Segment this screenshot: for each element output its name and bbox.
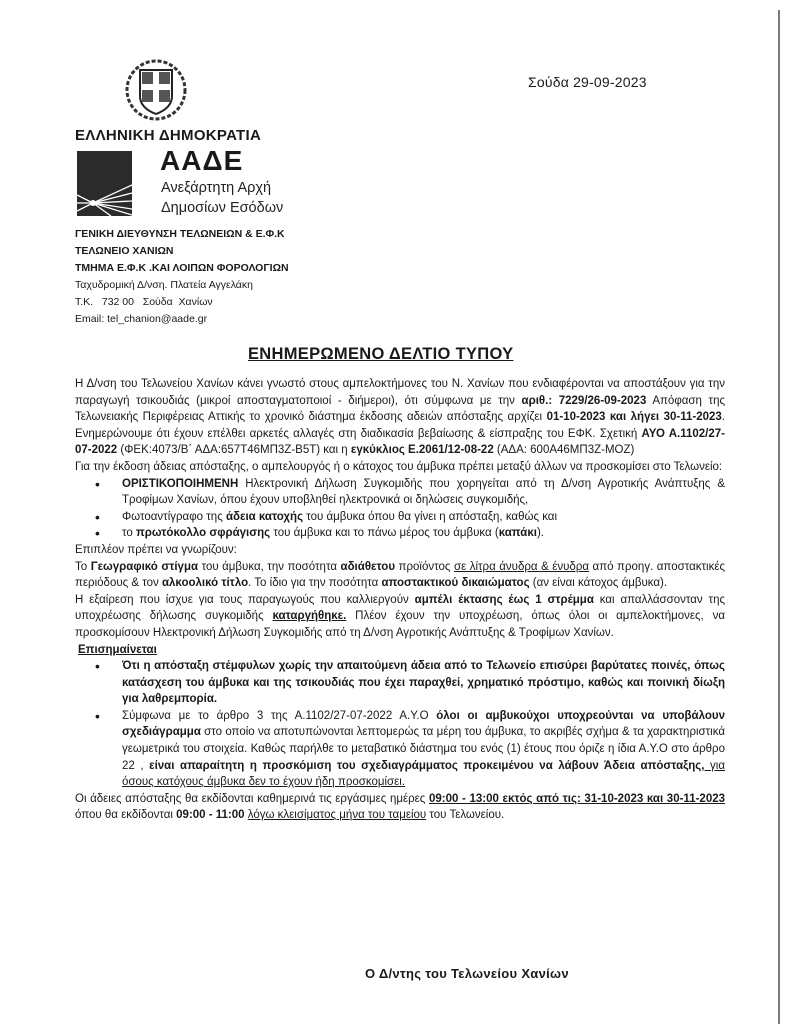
text: ). [536,527,544,540]
requirements-list [75,476,725,542]
bold-text: αλκοολικό τίτλο [161,577,249,590]
period-dates: 01-10-2023 και λήγει 30-11-2023 [546,411,722,424]
text: προϊόντος [395,560,454,573]
hours-paragraph [75,791,725,824]
bold-text: πρωτόκολλο σφράγισης [135,527,271,540]
bold-text: αδιάθετου [340,560,396,573]
exemption-paragraph [75,592,725,642]
sender-address-block [75,226,289,328]
bold-text: αμπέλι έκτασης έως 1 στρέμμα [414,593,594,606]
list-item [122,708,725,791]
greek-coat-of-arms-icon [122,58,190,122]
bold-underlined-text: καταργήθηκε. [272,610,347,623]
decision-number: αριθ.: 7229/26-09-2023 [521,394,647,407]
document-body [75,376,725,824]
text: Το [75,560,91,573]
document-title: ΕΝΗΜΕΡΩΜΕΝΟ ΔΕΛΤΙΟ ΤΥΠΟΥ [248,345,514,363]
list-item [122,658,725,708]
text: Πλέον έχουν την υποχρέωση, όπως όλοι οι αμπελοκτήμονες, να προσκομίσουν Ηλεκτρονική Δήλωση Συγκομιδής από τη Δ/νση Αγροτικής Ανάπτυξης & Τροφίμων Χανίων. [75,610,725,639]
text: του άμβυκα, την ποσότητα [198,560,341,573]
requirements-intro: Για την έκδοση άδειας απόσταξης, ο αμπελουργός ή ο κάτοχος του άμβυκα πρέπει μεταξύ άλλων να προσκομίσει στο Τελωνείο: [75,460,723,473]
text: . Το ίδιο για την ποσότητα [248,577,382,590]
text: Η εξαίρεση που ίσχυε για τους παραγωγούς που καλλιεργούν [75,593,415,606]
text: το [122,527,136,540]
text: του άμβυκα και το πάνω μέρος του άμβυκα ( [270,527,499,540]
postal-code-line: Τ.Κ. 732 00 Σούδα Χανίων [75,296,213,308]
underlined-text: σε λίτρα άνυδρα & ένυδρα [453,560,590,573]
directorate-line: ΓΕΝΙΚΗ ΔΙΕΥΘΥΝΣΗ ΤΕΛΩΝΕΙΩΝ & Ε.Φ.Κ [75,228,285,240]
aade-logo-icon [77,151,132,216]
bold-text: καπάκι [498,527,537,540]
geo-paragraph [75,559,725,592]
circular-reference: εγκύκλιος Ε.2061/12-08-22 [350,444,494,457]
text: Φωτοαντίγραφο της [122,510,226,523]
text: του άμβυκα όπου θα γίνει η απόσταξη, καθώς και [303,510,558,523]
bold-text: όλοι οι αμβυκούχοι υποχρεούνται να υποβάλουν σχεδιάγραμμα [122,709,725,739]
email-line[interactable]: Email: tel_chanion@aade.gr [75,313,208,325]
bold-text: Ότι η απόσταξη στέμφυλων χωρίς την απαιτούμενη άδεια από το Τελωνείο επισύρει βαρύτατες ποινές, όπως κατάσχεση του άμβυκα και της τσικουδιάς που έχει παραχθεί, χρηματικό πρόστιμο, καθώς και ποινική δίωξη για λαθρεμπορία. [122,660,725,706]
notice-heading: Επισημαίνεται [78,643,157,656]
text: στο οποίο να αποτυπώνονται λεπτομερώς τα μέρη του άμβυκα, το ακριβές σχήμα & τα χαρακτηριστικά γεωμετρικά του στοιχεία. Καθώς παρήλθε το μεταβατικό διάστημα του ενός (1) έτους που όριζε η ίδια Α.Υ.Ο στο άρθρο 22 , [122,726,725,772]
page-edge-line [778,10,780,1024]
aade-subtitle-line-2: Δημοσίων Εσόδων [161,200,284,216]
office-line: ΤΕΛΩΝΕΙΟ ΧΑΝΙΩΝ [75,245,174,257]
aade-subtitle-line-1: Ανεξάρτητη Αρχή [161,180,272,196]
text: Οι άδειες απόσταξης θα εκδίδονται καθημερινά τις εργάσιμες ημέρες [75,792,429,805]
text: (αν είναι κάτοχος άμβυκα). [529,577,668,590]
notice-list [75,658,725,791]
text: όπου θα εκδίδονται [75,809,177,822]
bold-text: Γεωγραφικό στίγμα [90,560,199,573]
text: (ΑΔΑ: 600Α46ΜΠ3Ζ-ΜΟΖ) [493,444,635,457]
text: Σύμφωνα με το άρθρο 3 της Α.1102/27-07-2022 Α.Υ.Ο [122,709,437,722]
text: και απαλλάσσονταν της υποχρέωσης δήλωσης συγκομιδής [75,593,726,623]
text: του Τελωνείου. [426,809,505,822]
ayo-reference: ΑΥΟ Α.1102/27-07-2022 [75,427,725,457]
bold-text: είναι απαραίτητη η προσκόμιση του σχεδιαγράμματος προκειμένου να λάβουν Άδεια απόσταξης, [149,759,705,772]
text: από προηγ. αποστακτικές περιόδους & τον [75,560,725,590]
bold-text: αποστακτικού δικαιώματος [381,577,530,590]
text: (ΦΕΚ:4073/Β΄ ΑΔΑ:657Τ46ΜΠ3Ζ-Β5Τ) και η [117,444,351,457]
bold-text: ΟΡΙΣΤΙΚΟΠΟΙΗΜΕΝΗ [122,477,239,490]
text: Απόφαση της Τελωνειακής Περιφέρειας Αττικής το χρονικό διάστημα έκδοσης αδειών απόσταξης αρχίζει [75,394,726,424]
aade-name: ΑΑΔΕ [160,145,244,176]
bold-text: άδεια κατοχής [225,510,304,523]
department-line: ΤΜΗΜΑ Ε.Φ.Κ .ΚΑΙ ΛΟΙΠΩΝ ΦΟΡΟΛΟΓΙΩΝ [75,262,289,274]
list-item [122,525,725,542]
bold-text: 09:00 - 11:00 [176,809,245,822]
text: Ηλεκτρονική Δήλωση Συγκομιδής που χορηγείται από τη Δ/νση Αγροτικής Ανάπτυξης & Τροφίμων Χανίων, όπου έχουν υποβληθεί ηλεκτρονικά οι δηλώσεις συγκομιδής, [122,477,725,507]
signature-line: Ο Δ/ντης του Τελωνείου Χανίων [365,966,569,981]
document-date: Σούδα 29-09-2023 [528,74,647,90]
postal-address-line: Ταχυδρομική Δ/νση. Πλατεία Αγγελάκη [75,279,253,291]
bold-underlined-text: 09:00 - 13:00 εκτός από τις: 31-10-2023 και 30-11-2023 [428,792,726,805]
list-item [122,509,725,526]
republic-heading: ΕΛΛΗΝΙΚΗ ΔΗΜΟΚΡΑΤΙΑ [75,127,262,144]
list-item [122,476,725,509]
underlined-text: λόγω κλεισίματος μήνα του ταμείου [247,809,427,822]
underlined-text: για όσους κατόχους άμβυκα δεν το έχουν ήδη προσκομίσει. [122,759,725,789]
intro-paragraph [75,376,725,459]
text: . Ενημερώνουμε ότι έχουν επέλθει αρκετές αλλαγές στη διαδικασία βεβαίωσης & είσπραξης του ΕΦΚ. Σχετική [75,411,725,440]
also-know-line: Επιπλέον πρέπει να γνωρίζουν: [75,543,237,556]
text: Η Δ/νση του Τελωνείου Χανίων κάνει γνωστό στους αμπελοκτήμονες του Ν. Χανίων που ενδιαφέρονται να αποστάξουν για την παραγωγή τσικουδιάς (μικροί αποσταγματοποιοί - διήμεροι), ότι σύμφωνα με την [75,378,725,407]
